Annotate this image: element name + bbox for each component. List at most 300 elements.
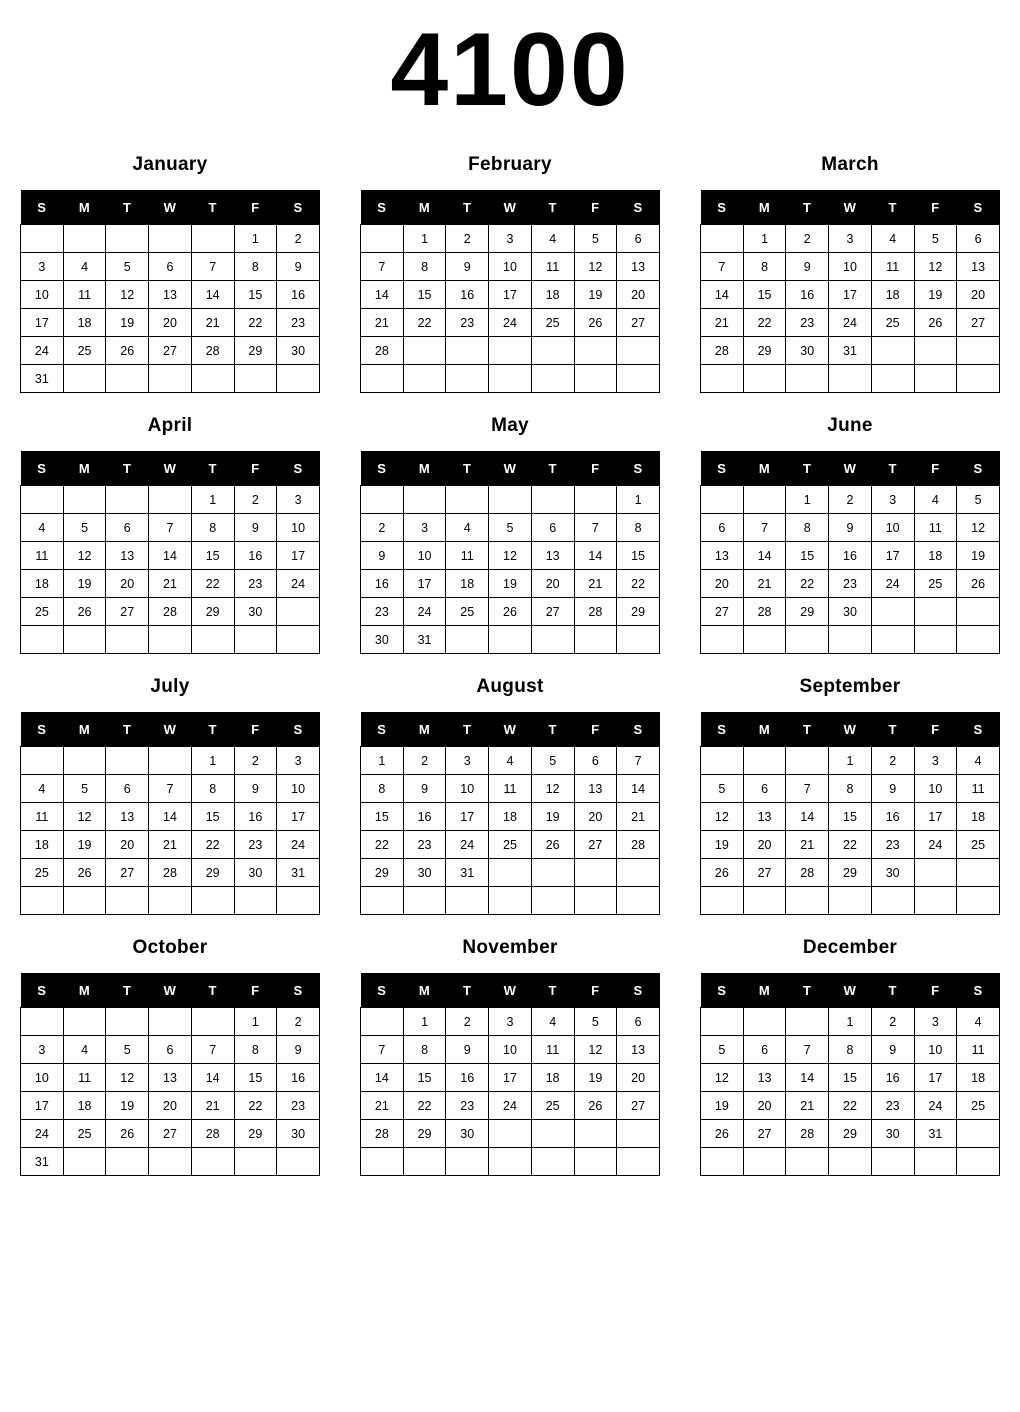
day-cell[interactable]: 21 xyxy=(701,309,744,337)
day-cell[interactable]: 29 xyxy=(829,859,872,887)
day-cell[interactable]: 28 xyxy=(361,1120,404,1148)
day-cell[interactable]: 14 xyxy=(191,281,234,309)
day-cell[interactable]: 25 xyxy=(531,309,574,337)
day-cell[interactable]: 30 xyxy=(829,598,872,626)
day-cell[interactable]: 12 xyxy=(63,803,106,831)
day-cell[interactable]: 29 xyxy=(361,859,404,887)
day-cell[interactable]: 13 xyxy=(617,253,660,281)
day-cell[interactable]: 25 xyxy=(63,337,106,365)
day-cell[interactable]: 2 xyxy=(403,747,446,775)
day-cell[interactable]: 24 xyxy=(871,570,914,598)
day-cell[interactable]: 15 xyxy=(829,803,872,831)
day-cell[interactable]: 27 xyxy=(106,598,149,626)
day-cell[interactable]: 15 xyxy=(786,542,829,570)
day-cell[interactable]: 1 xyxy=(234,225,277,253)
day-cell[interactable]: 13 xyxy=(531,542,574,570)
day-cell[interactable]: 3 xyxy=(21,1036,64,1064)
day-cell[interactable]: 18 xyxy=(531,1064,574,1092)
day-cell[interactable]: 2 xyxy=(786,225,829,253)
day-cell[interactable]: 7 xyxy=(191,1036,234,1064)
day-cell[interactable]: 6 xyxy=(531,514,574,542)
day-cell[interactable]: 4 xyxy=(531,225,574,253)
day-cell[interactable]: 7 xyxy=(361,1036,404,1064)
day-cell[interactable]: 21 xyxy=(786,1092,829,1120)
day-cell[interactable]: 15 xyxy=(829,1064,872,1092)
day-cell[interactable]: 16 xyxy=(234,542,277,570)
day-cell[interactable]: 28 xyxy=(786,1120,829,1148)
day-cell[interactable]: 22 xyxy=(191,831,234,859)
day-cell[interactable]: 6 xyxy=(701,514,744,542)
day-cell[interactable]: 25 xyxy=(957,1092,1000,1120)
day-cell[interactable]: 11 xyxy=(21,803,64,831)
day-cell[interactable]: 9 xyxy=(234,514,277,542)
day-cell[interactable]: 30 xyxy=(234,859,277,887)
day-cell[interactable]: 3 xyxy=(489,225,532,253)
day-cell[interactable]: 24 xyxy=(277,570,320,598)
day-cell[interactable]: 4 xyxy=(21,775,64,803)
day-cell[interactable]: 6 xyxy=(149,253,192,281)
day-cell[interactable]: 3 xyxy=(21,253,64,281)
day-cell[interactable]: 15 xyxy=(403,281,446,309)
day-cell[interactable]: 1 xyxy=(786,486,829,514)
day-cell[interactable]: 12 xyxy=(106,281,149,309)
day-cell[interactable]: 19 xyxy=(106,309,149,337)
day-cell[interactable]: 26 xyxy=(106,337,149,365)
day-cell[interactable]: 30 xyxy=(361,626,404,654)
day-cell[interactable]: 20 xyxy=(149,309,192,337)
day-cell[interactable]: 14 xyxy=(617,775,660,803)
day-cell[interactable]: 8 xyxy=(786,514,829,542)
day-cell[interactable]: 6 xyxy=(617,1008,660,1036)
day-cell[interactable]: 14 xyxy=(149,542,192,570)
day-cell[interactable]: 2 xyxy=(277,1008,320,1036)
day-cell[interactable]: 11 xyxy=(63,281,106,309)
day-cell[interactable]: 29 xyxy=(617,598,660,626)
day-cell[interactable]: 9 xyxy=(446,1036,489,1064)
day-cell[interactable]: 27 xyxy=(149,337,192,365)
day-cell[interactable]: 4 xyxy=(531,1008,574,1036)
day-cell[interactable]: 7 xyxy=(701,253,744,281)
day-cell[interactable]: 7 xyxy=(617,747,660,775)
day-cell[interactable]: 11 xyxy=(531,253,574,281)
day-cell[interactable]: 17 xyxy=(277,803,320,831)
day-cell[interactable]: 16 xyxy=(871,1064,914,1092)
day-cell[interactable]: 28 xyxy=(743,598,786,626)
day-cell[interactable]: 28 xyxy=(191,1120,234,1148)
day-cell[interactable]: 2 xyxy=(829,486,872,514)
day-cell[interactable]: 26 xyxy=(531,831,574,859)
day-cell[interactable]: 29 xyxy=(234,337,277,365)
day-cell[interactable]: 12 xyxy=(914,253,957,281)
day-cell[interactable]: 18 xyxy=(957,803,1000,831)
day-cell[interactable]: 12 xyxy=(63,542,106,570)
day-cell[interactable]: 19 xyxy=(63,831,106,859)
day-cell[interactable]: 14 xyxy=(574,542,617,570)
day-cell[interactable]: 7 xyxy=(191,253,234,281)
day-cell[interactable]: 17 xyxy=(21,309,64,337)
day-cell[interactable]: 13 xyxy=(617,1036,660,1064)
day-cell[interactable]: 31 xyxy=(829,337,872,365)
day-cell[interactable]: 4 xyxy=(957,747,1000,775)
day-cell[interactable]: 1 xyxy=(403,225,446,253)
day-cell[interactable]: 14 xyxy=(361,1064,404,1092)
day-cell[interactable]: 21 xyxy=(149,570,192,598)
day-cell[interactable]: 16 xyxy=(277,1064,320,1092)
day-cell[interactable]: 17 xyxy=(914,1064,957,1092)
day-cell[interactable]: 30 xyxy=(403,859,446,887)
day-cell[interactable]: 22 xyxy=(234,1092,277,1120)
day-cell[interactable]: 12 xyxy=(574,1036,617,1064)
day-cell[interactable]: 15 xyxy=(743,281,786,309)
day-cell[interactable]: 26 xyxy=(957,570,1000,598)
day-cell[interactable]: 21 xyxy=(743,570,786,598)
day-cell[interactable]: 9 xyxy=(871,775,914,803)
day-cell[interactable]: 14 xyxy=(786,1064,829,1092)
day-cell[interactable]: 5 xyxy=(489,514,532,542)
day-cell[interactable]: 3 xyxy=(446,747,489,775)
day-cell[interactable]: 9 xyxy=(871,1036,914,1064)
day-cell[interactable]: 1 xyxy=(617,486,660,514)
day-cell[interactable]: 6 xyxy=(743,775,786,803)
day-cell[interactable]: 9 xyxy=(277,253,320,281)
day-cell[interactable]: 18 xyxy=(21,570,64,598)
day-cell[interactable]: 28 xyxy=(361,337,404,365)
day-cell[interactable]: 8 xyxy=(617,514,660,542)
day-cell[interactable]: 4 xyxy=(871,225,914,253)
day-cell[interactable]: 17 xyxy=(914,803,957,831)
day-cell[interactable]: 24 xyxy=(489,1092,532,1120)
day-cell[interactable]: 17 xyxy=(21,1092,64,1120)
day-cell[interactable]: 26 xyxy=(701,859,744,887)
day-cell[interactable]: 20 xyxy=(531,570,574,598)
day-cell[interactable]: 20 xyxy=(617,281,660,309)
day-cell[interactable]: 6 xyxy=(149,1036,192,1064)
day-cell[interactable]: 5 xyxy=(957,486,1000,514)
day-cell[interactable]: 11 xyxy=(531,1036,574,1064)
day-cell[interactable]: 15 xyxy=(617,542,660,570)
day-cell[interactable]: 7 xyxy=(361,253,404,281)
day-cell[interactable]: 5 xyxy=(106,1036,149,1064)
day-cell[interactable]: 23 xyxy=(277,1092,320,1120)
day-cell[interactable]: 17 xyxy=(277,542,320,570)
day-cell[interactable]: 22 xyxy=(617,570,660,598)
day-cell[interactable]: 19 xyxy=(63,570,106,598)
day-cell[interactable]: 26 xyxy=(63,859,106,887)
day-cell[interactable]: 12 xyxy=(531,775,574,803)
day-cell[interactable]: 18 xyxy=(63,309,106,337)
day-cell[interactable]: 6 xyxy=(106,775,149,803)
day-cell[interactable]: 25 xyxy=(446,598,489,626)
day-cell[interactable]: 25 xyxy=(531,1092,574,1120)
day-cell[interactable]: 8 xyxy=(361,775,404,803)
day-cell[interactable]: 21 xyxy=(361,309,404,337)
day-cell[interactable]: 13 xyxy=(743,803,786,831)
day-cell[interactable]: 20 xyxy=(149,1092,192,1120)
day-cell[interactable]: 11 xyxy=(914,514,957,542)
day-cell[interactable]: 14 xyxy=(786,803,829,831)
day-cell[interactable]: 13 xyxy=(106,542,149,570)
day-cell[interactable]: 21 xyxy=(361,1092,404,1120)
day-cell[interactable]: 4 xyxy=(914,486,957,514)
day-cell[interactable]: 16 xyxy=(446,281,489,309)
day-cell[interactable]: 22 xyxy=(786,570,829,598)
day-cell[interactable]: 16 xyxy=(234,803,277,831)
day-cell[interactable]: 13 xyxy=(743,1064,786,1092)
day-cell[interactable]: 6 xyxy=(617,225,660,253)
day-cell[interactable]: 25 xyxy=(21,859,64,887)
day-cell[interactable]: 24 xyxy=(914,831,957,859)
day-cell[interactable]: 25 xyxy=(957,831,1000,859)
day-cell[interactable]: 18 xyxy=(957,1064,1000,1092)
day-cell[interactable]: 20 xyxy=(701,570,744,598)
day-cell[interactable]: 12 xyxy=(701,803,744,831)
day-cell[interactable]: 27 xyxy=(574,831,617,859)
day-cell[interactable]: 8 xyxy=(743,253,786,281)
day-cell[interactable]: 3 xyxy=(277,747,320,775)
day-cell[interactable]: 9 xyxy=(829,514,872,542)
day-cell[interactable]: 20 xyxy=(743,831,786,859)
day-cell[interactable]: 19 xyxy=(574,281,617,309)
day-cell[interactable]: 5 xyxy=(63,514,106,542)
day-cell[interactable]: 16 xyxy=(446,1064,489,1092)
day-cell[interactable]: 11 xyxy=(446,542,489,570)
day-cell[interactable]: 14 xyxy=(191,1064,234,1092)
day-cell[interactable]: 5 xyxy=(701,1036,744,1064)
day-cell[interactable]: 30 xyxy=(277,1120,320,1148)
day-cell[interactable]: 16 xyxy=(277,281,320,309)
day-cell[interactable]: 16 xyxy=(403,803,446,831)
day-cell[interactable]: 29 xyxy=(191,859,234,887)
day-cell[interactable]: 9 xyxy=(234,775,277,803)
day-cell[interactable]: 30 xyxy=(277,337,320,365)
day-cell[interactable]: 10 xyxy=(277,775,320,803)
day-cell[interactable]: 31 xyxy=(21,365,64,393)
day-cell[interactable]: 9 xyxy=(786,253,829,281)
day-cell[interactable]: 1 xyxy=(403,1008,446,1036)
day-cell[interactable]: 22 xyxy=(743,309,786,337)
day-cell[interactable]: 23 xyxy=(234,570,277,598)
day-cell[interactable]: 31 xyxy=(21,1148,64,1176)
day-cell[interactable]: 19 xyxy=(489,570,532,598)
day-cell[interactable]: 27 xyxy=(701,598,744,626)
day-cell[interactable]: 6 xyxy=(957,225,1000,253)
day-cell[interactable]: 26 xyxy=(574,309,617,337)
day-cell[interactable]: 12 xyxy=(574,253,617,281)
day-cell[interactable]: 27 xyxy=(743,859,786,887)
day-cell[interactable]: 1 xyxy=(234,1008,277,1036)
day-cell[interactable]: 9 xyxy=(403,775,446,803)
day-cell[interactable]: 21 xyxy=(574,570,617,598)
day-cell[interactable]: 15 xyxy=(361,803,404,831)
day-cell[interactable]: 28 xyxy=(149,859,192,887)
day-cell[interactable]: 28 xyxy=(149,598,192,626)
day-cell[interactable]: 10 xyxy=(914,775,957,803)
day-cell[interactable]: 10 xyxy=(489,1036,532,1064)
day-cell[interactable]: 4 xyxy=(21,514,64,542)
day-cell[interactable]: 18 xyxy=(914,542,957,570)
day-cell[interactable]: 16 xyxy=(829,542,872,570)
day-cell[interactable]: 19 xyxy=(531,803,574,831)
day-cell[interactable]: 9 xyxy=(361,542,404,570)
day-cell[interactable]: 14 xyxy=(149,803,192,831)
day-cell[interactable]: 14 xyxy=(701,281,744,309)
day-cell[interactable]: 10 xyxy=(489,253,532,281)
day-cell[interactable]: 25 xyxy=(489,831,532,859)
day-cell[interactable]: 22 xyxy=(234,309,277,337)
day-cell[interactable]: 9 xyxy=(446,253,489,281)
day-cell[interactable]: 16 xyxy=(871,803,914,831)
day-cell[interactable]: 31 xyxy=(277,859,320,887)
day-cell[interactable]: 22 xyxy=(403,309,446,337)
day-cell[interactable]: 19 xyxy=(701,831,744,859)
day-cell[interactable]: 11 xyxy=(957,1036,1000,1064)
day-cell[interactable]: 12 xyxy=(106,1064,149,1092)
day-cell[interactable]: 20 xyxy=(574,803,617,831)
day-cell[interactable]: 2 xyxy=(361,514,404,542)
day-cell[interactable]: 31 xyxy=(446,859,489,887)
day-cell[interactable]: 7 xyxy=(786,775,829,803)
day-cell[interactable]: 20 xyxy=(106,831,149,859)
day-cell[interactable]: 26 xyxy=(489,598,532,626)
day-cell[interactable]: 11 xyxy=(957,775,1000,803)
day-cell[interactable]: 3 xyxy=(277,486,320,514)
day-cell[interactable]: 15 xyxy=(234,281,277,309)
day-cell[interactable]: 8 xyxy=(403,253,446,281)
day-cell[interactable]: 8 xyxy=(191,775,234,803)
day-cell[interactable]: 13 xyxy=(701,542,744,570)
day-cell[interactable]: 10 xyxy=(829,253,872,281)
day-cell[interactable]: 13 xyxy=(574,775,617,803)
day-cell[interactable]: 2 xyxy=(446,225,489,253)
day-cell[interactable]: 18 xyxy=(489,803,532,831)
day-cell[interactable]: 8 xyxy=(829,775,872,803)
day-cell[interactable]: 3 xyxy=(871,486,914,514)
day-cell[interactable]: 29 xyxy=(191,598,234,626)
day-cell[interactable]: 15 xyxy=(403,1064,446,1092)
day-cell[interactable]: 2 xyxy=(234,486,277,514)
day-cell[interactable]: 1 xyxy=(361,747,404,775)
day-cell[interactable]: 17 xyxy=(403,570,446,598)
day-cell[interactable]: 3 xyxy=(914,747,957,775)
day-cell[interactable]: 12 xyxy=(489,542,532,570)
day-cell[interactable]: 1 xyxy=(191,486,234,514)
day-cell[interactable]: 8 xyxy=(234,1036,277,1064)
day-cell[interactable]: 29 xyxy=(403,1120,446,1148)
day-cell[interactable]: 22 xyxy=(361,831,404,859)
day-cell[interactable]: 30 xyxy=(446,1120,489,1148)
day-cell[interactable]: 18 xyxy=(531,281,574,309)
day-cell[interactable]: 16 xyxy=(361,570,404,598)
day-cell[interactable]: 30 xyxy=(871,859,914,887)
day-cell[interactable]: 28 xyxy=(191,337,234,365)
day-cell[interactable]: 21 xyxy=(149,831,192,859)
day-cell[interactable]: 4 xyxy=(63,1036,106,1064)
day-cell[interactable]: 17 xyxy=(489,1064,532,1092)
day-cell[interactable]: 5 xyxy=(701,775,744,803)
day-cell[interactable]: 13 xyxy=(149,1064,192,1092)
day-cell[interactable]: 12 xyxy=(701,1064,744,1092)
day-cell[interactable]: 5 xyxy=(63,775,106,803)
day-cell[interactable]: 4 xyxy=(446,514,489,542)
day-cell[interactable]: 5 xyxy=(531,747,574,775)
day-cell[interactable]: 2 xyxy=(446,1008,489,1036)
day-cell[interactable]: 3 xyxy=(829,225,872,253)
day-cell[interactable]: 10 xyxy=(277,514,320,542)
day-cell[interactable]: 8 xyxy=(191,514,234,542)
day-cell[interactable]: 14 xyxy=(361,281,404,309)
day-cell[interactable]: 23 xyxy=(446,309,489,337)
day-cell[interactable]: 8 xyxy=(829,1036,872,1064)
day-cell[interactable]: 25 xyxy=(21,598,64,626)
day-cell[interactable]: 27 xyxy=(743,1120,786,1148)
day-cell[interactable]: 29 xyxy=(829,1120,872,1148)
day-cell[interactable]: 6 xyxy=(574,747,617,775)
day-cell[interactable]: 24 xyxy=(829,309,872,337)
day-cell[interactable]: 20 xyxy=(106,570,149,598)
day-cell[interactable]: 3 xyxy=(489,1008,532,1036)
day-cell[interactable]: 23 xyxy=(786,309,829,337)
day-cell[interactable]: 23 xyxy=(403,831,446,859)
day-cell[interactable]: 26 xyxy=(914,309,957,337)
day-cell[interactable]: 18 xyxy=(446,570,489,598)
day-cell[interactable]: 7 xyxy=(149,775,192,803)
day-cell[interactable]: 17 xyxy=(489,281,532,309)
day-cell[interactable]: 4 xyxy=(489,747,532,775)
day-cell[interactable]: 24 xyxy=(21,1120,64,1148)
day-cell[interactable]: 24 xyxy=(914,1092,957,1120)
day-cell[interactable]: 14 xyxy=(743,542,786,570)
day-cell[interactable]: 6 xyxy=(106,514,149,542)
day-cell[interactable]: 1 xyxy=(191,747,234,775)
day-cell[interactable]: 1 xyxy=(743,225,786,253)
day-cell[interactable]: 28 xyxy=(617,831,660,859)
day-cell[interactable]: 5 xyxy=(574,225,617,253)
day-cell[interactable]: 18 xyxy=(63,1092,106,1120)
day-cell[interactable]: 13 xyxy=(957,253,1000,281)
day-cell[interactable]: 21 xyxy=(191,309,234,337)
day-cell[interactable]: 19 xyxy=(914,281,957,309)
day-cell[interactable]: 5 xyxy=(914,225,957,253)
day-cell[interactable]: 2 xyxy=(277,225,320,253)
day-cell[interactable]: 28 xyxy=(701,337,744,365)
day-cell[interactable]: 24 xyxy=(21,337,64,365)
day-cell[interactable]: 7 xyxy=(574,514,617,542)
day-cell[interactable]: 9 xyxy=(277,1036,320,1064)
day-cell[interactable]: 2 xyxy=(234,747,277,775)
day-cell[interactable]: 10 xyxy=(446,775,489,803)
day-cell[interactable]: 21 xyxy=(617,803,660,831)
day-cell[interactable]: 19 xyxy=(957,542,1000,570)
day-cell[interactable]: 29 xyxy=(234,1120,277,1148)
day-cell[interactable]: 23 xyxy=(871,831,914,859)
day-cell[interactable]: 20 xyxy=(743,1092,786,1120)
day-cell[interactable]: 10 xyxy=(21,1064,64,1092)
day-cell[interactable]: 31 xyxy=(403,626,446,654)
day-cell[interactable]: 23 xyxy=(361,598,404,626)
day-cell[interactable]: 26 xyxy=(63,598,106,626)
day-cell[interactable]: 27 xyxy=(617,309,660,337)
day-cell[interactable]: 17 xyxy=(446,803,489,831)
day-cell[interactable]: 22 xyxy=(829,831,872,859)
day-cell[interactable]: 25 xyxy=(914,570,957,598)
day-cell[interactable]: 10 xyxy=(21,281,64,309)
day-cell[interactable]: 17 xyxy=(829,281,872,309)
day-cell[interactable]: 1 xyxy=(829,1008,872,1036)
day-cell[interactable]: 24 xyxy=(489,309,532,337)
day-cell[interactable]: 12 xyxy=(957,514,1000,542)
day-cell[interactable]: 18 xyxy=(871,281,914,309)
day-cell[interactable]: 23 xyxy=(446,1092,489,1120)
